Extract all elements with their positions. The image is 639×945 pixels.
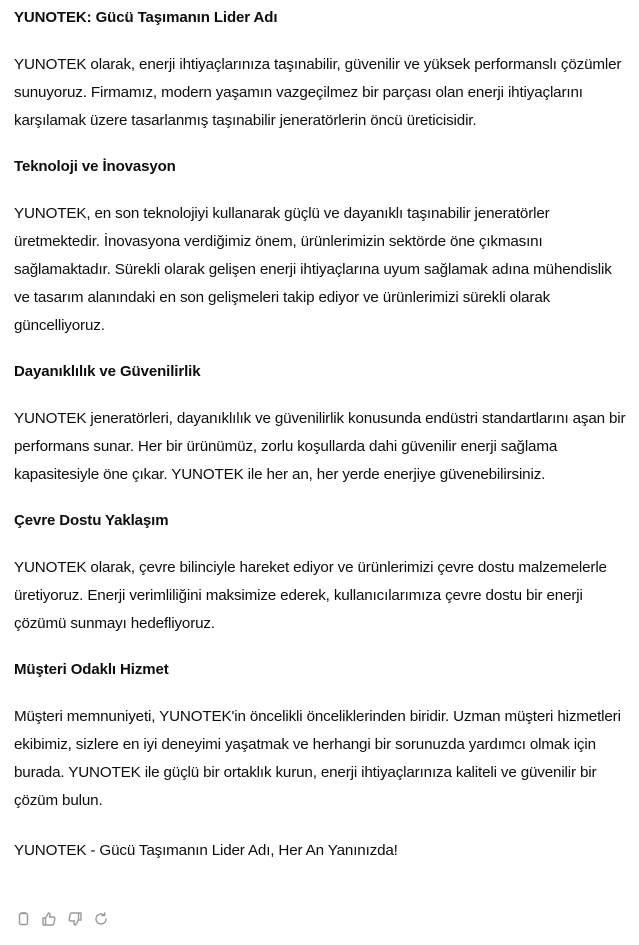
section-heading-customer: Müşteri Odaklı Hizmet — [14, 661, 169, 678]
copy-icon — [15, 911, 31, 927]
section-body-durability: YUNOTEK jeneratörleri, dayanıklılık ve güvenilirlik konusunda endüstri standartlarını aşan bir performans sunar. Her bir ürünümüz, zorlu koşullarda dahi güvenilir enerji sağlama kapasitesiyle öne çıkar. YUNOTEK ile her an, her yerde enerjiye güvenebilirsiniz. — [14, 410, 626, 483]
thumbs-up-button[interactable] — [40, 908, 58, 930]
closing-line: YUNOTEK - Gücü Taşımanın Lider Adı, Her An Yanınızda! — [14, 842, 398, 859]
section-heading-technology: Teknoloji ve İnovasyon — [14, 158, 176, 175]
message-actions — [14, 908, 110, 930]
thumbs-down-button[interactable] — [66, 908, 84, 930]
assistant-message — [14, 0, 626, 865]
message-title: YUNOTEK: Gücü Taşımanın Lider Adı — [14, 9, 278, 26]
section-heading-eco: Çevre Dostu Yaklaşım — [14, 512, 169, 529]
thumbs-up-icon — [41, 911, 57, 927]
section-body-customer: Müşteri memnuniyeti, YUNOTEK'in öncelikli önceliklerinden biridir. Uzman müşteri hizmetleri ekibimiz, sizlere en iyi deneyimi yaşatmak ve herhangi bir sorunuzda yardımcı olmak için burada. YUNOTEK ile güçlü bir ortaklık kurun, enerji ihtiyaçlarınıza kaliteli ve güvenilir bir çözüm bulun. — [14, 708, 621, 809]
intro-paragraph: YUNOTEK olarak, enerji ihtiyaçlarınıza taşınabilir, güvenilir ve yüksek performanslı çözümler sunuyoruz. Firmamız, modern yaşamın vazgeçilmez bir parçası olan enerji ihtiyaçlarını karşılamak üzere tasarlanmış taşınabilir jeneratörlerin öncü üreticisidir. — [14, 56, 622, 129]
section-body-technology: YUNOTEK, en son teknolojiyi kullanarak güçlü ve dayanıklı taşınabilir jeneratörler üretmektedir. İnovasyona verdiğimiz önem, ürünlerimizin sektörde öne çıkmasını sağlamaktadır. Sürekli olarak gelişen enerji ihtiyaçlarına uyum sağlamak adına mühendislik ve tasarım alanındaki en son gelişmeleri takip ediyor ve ürünlerimizi sürekli olarak güncelliyoruz. — [14, 205, 612, 334]
regenerate-button[interactable] — [92, 908, 110, 930]
regenerate-icon — [93, 911, 109, 927]
copy-button[interactable] — [14, 908, 32, 930]
thumbs-down-icon — [67, 911, 83, 927]
section-heading-durability: Dayanıklılık ve Güvenilirlik — [14, 363, 201, 380]
section-body-eco: YUNOTEK olarak, çevre bilinciyle hareket ediyor ve ürünlerimizi çevre dostu malzemelerle üretiyoruz. Enerji verimliliğini maksimize ederek, kullanıcılarımıza çevre dostu bir enerji çözümü sunmayı hedefliyoruz. — [14, 559, 607, 632]
